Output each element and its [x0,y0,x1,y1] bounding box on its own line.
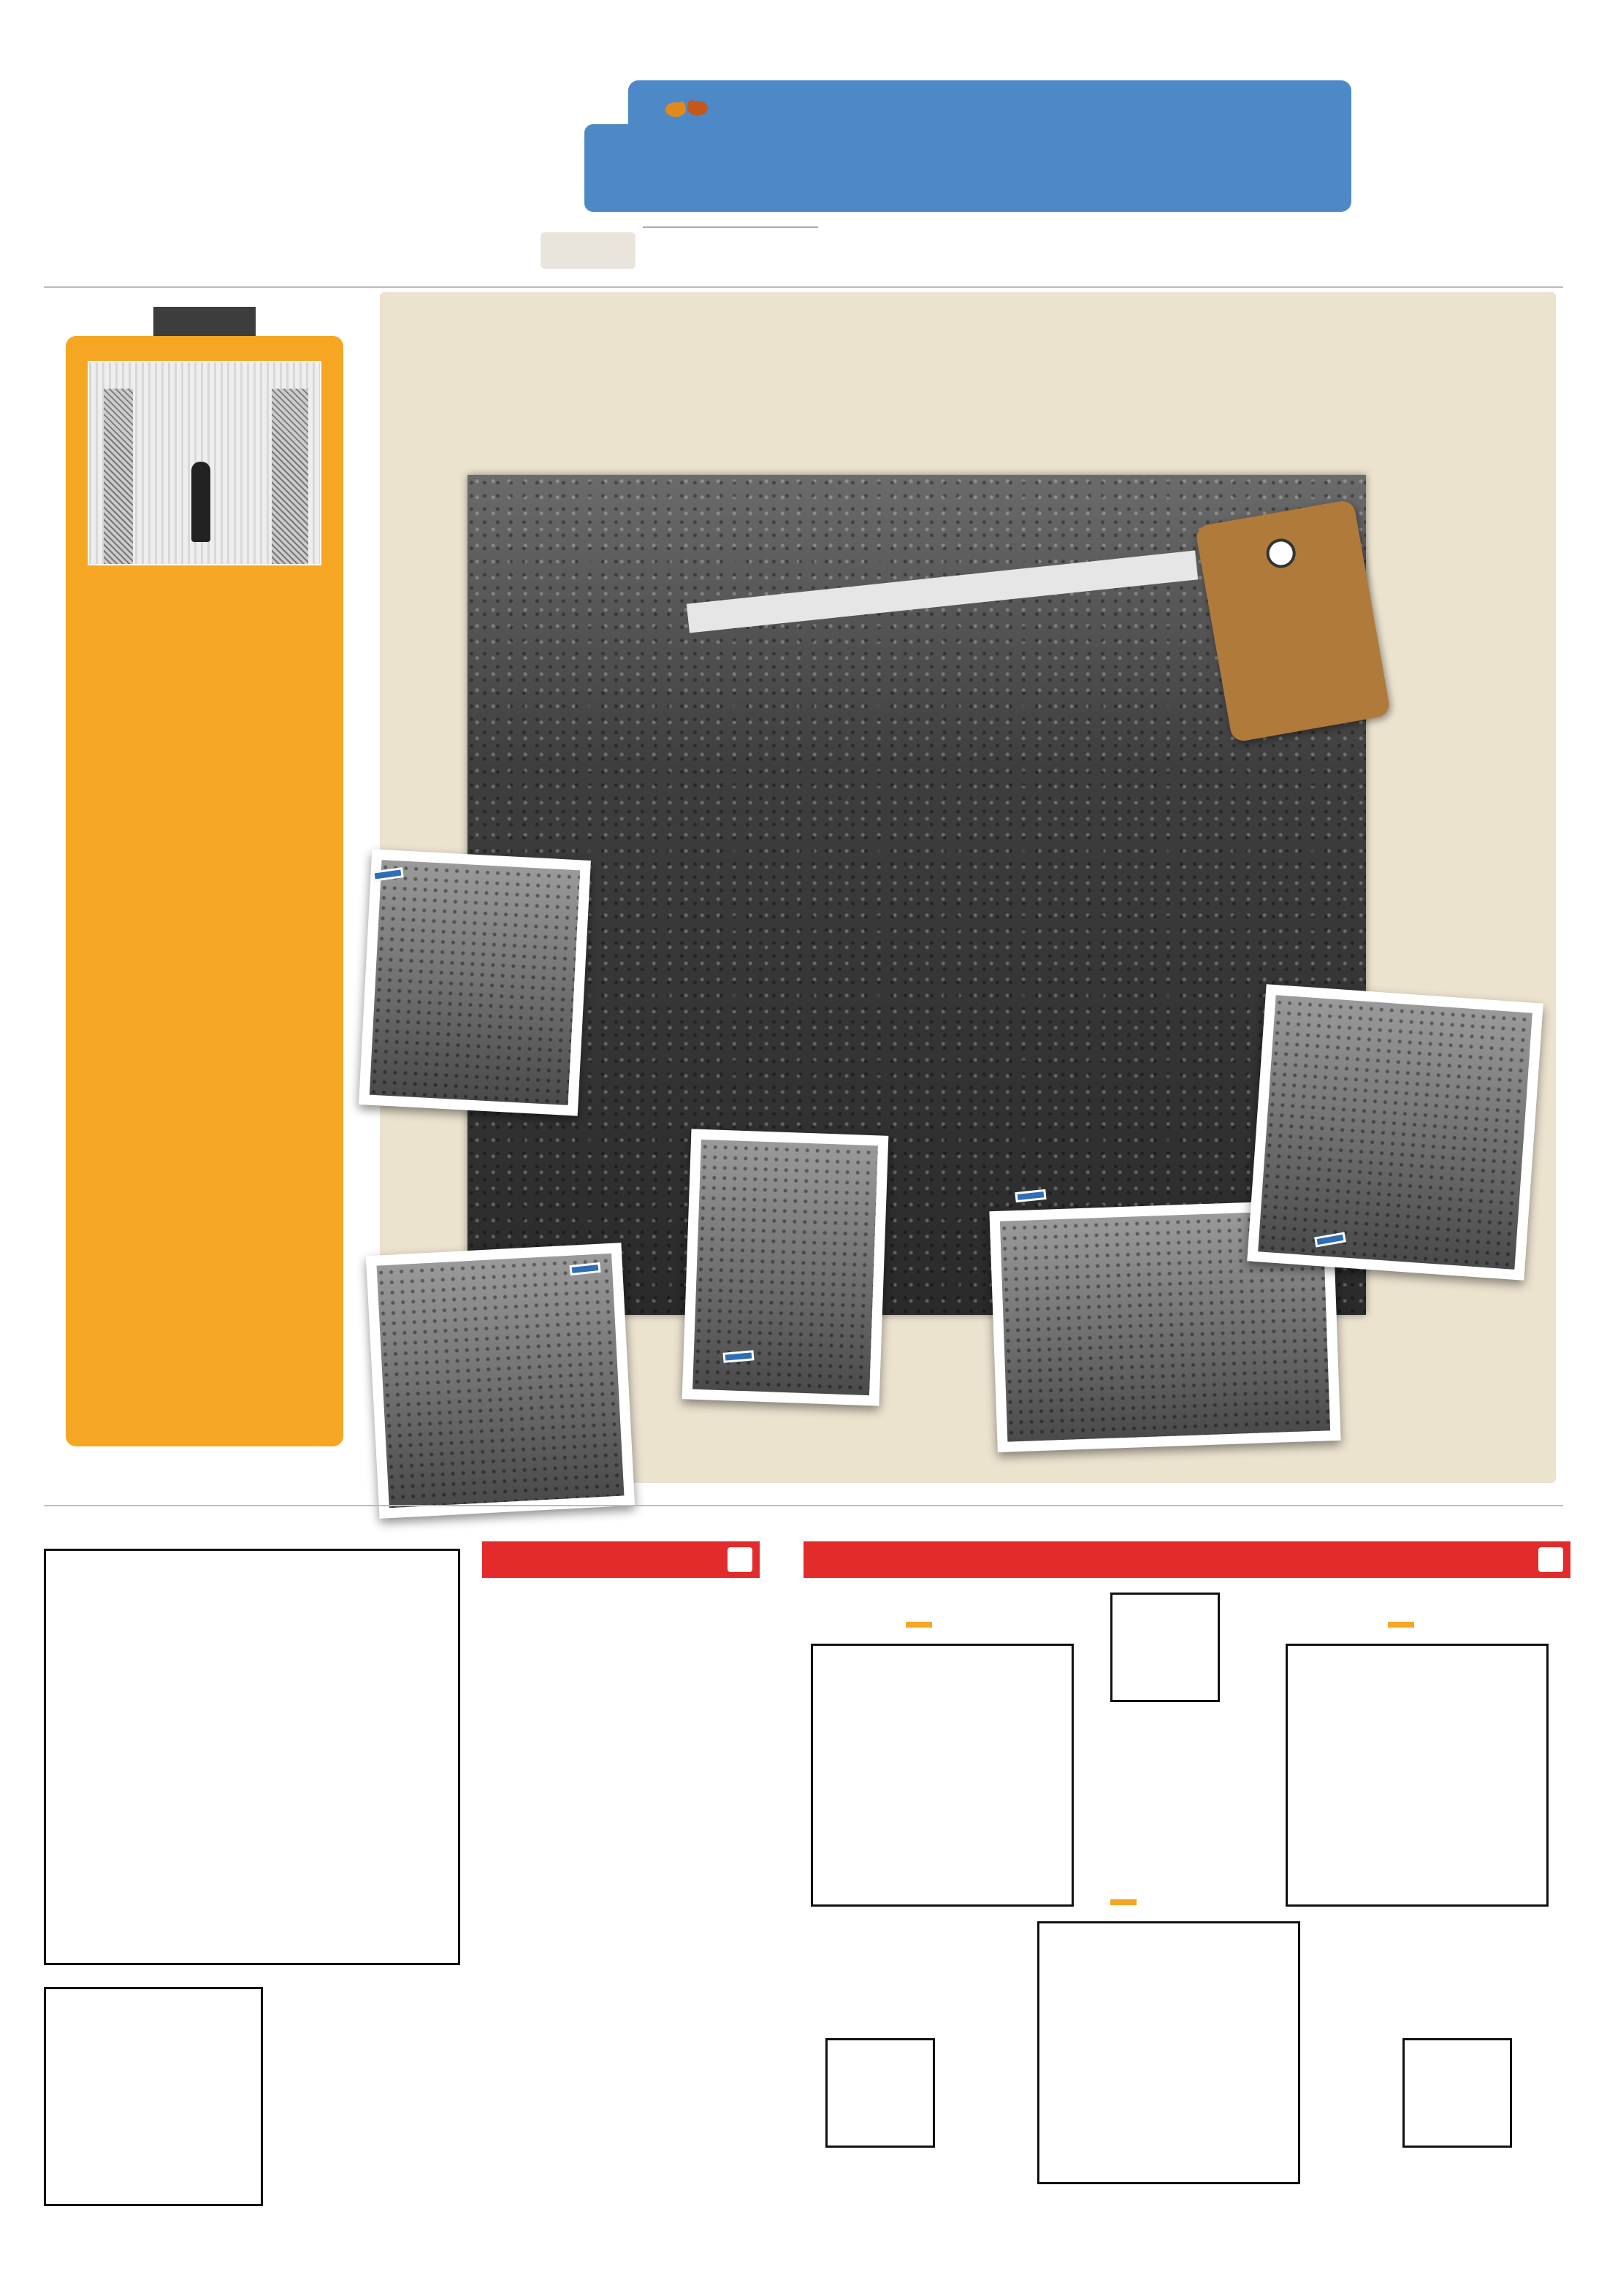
sudoku-answer-grid [825,2038,935,2148]
level-easy [1388,1622,1414,1628]
person-silhouette [191,462,210,542]
masthead-divider [44,286,1563,288]
tag-hole [1264,536,1298,570]
sudoku-header [804,1541,1570,1578]
newspaper-logo [628,80,1351,212]
bird-icon [657,88,716,124]
photo-mashhad [1247,984,1543,1281]
photo-image [1258,995,1532,1270]
crossword-header [482,1541,760,1578]
section-divider [44,1505,1563,1506]
previous-answer-label [267,1987,284,2206]
masthead [0,0,1607,281]
crossword-grid[interactable] [44,1549,460,1965]
mekth-box [66,336,343,1446]
poem-box [584,124,730,212]
previous-answer-grid [44,1987,263,2206]
photo-image [377,1254,625,1508]
photo-image [370,860,580,1105]
tree-shape [272,389,308,564]
crossword-row-numbers [462,1549,484,1965]
feature-section [380,292,1556,1483]
edit-icon [728,1547,752,1572]
page-label [541,232,635,269]
photo-isfahan [682,1129,889,1406]
crossword-section [482,1541,760,1578]
photo-image [692,1140,878,1395]
sudoku-answer-grid [1402,2038,1512,2148]
web-links [643,226,818,228]
sudoku-medium-grid[interactable] [1037,1921,1300,2184]
sudoku-easy-grid[interactable] [1286,1644,1549,1907]
edit-icon [1538,1547,1563,1572]
sudoku-answer-grid [1110,1593,1220,1702]
level-medium [1110,1899,1137,1905]
sudoku-section [804,1541,1570,1578]
level-hard [906,1622,932,1628]
tree-shape [104,389,133,564]
sudoku-hard-grid[interactable] [811,1644,1074,1907]
mekth-tab [153,307,256,336]
protest-banner [687,551,1198,633]
photo-sanandaj [359,849,591,1115]
snow-photo [88,361,321,565]
mekth-column [44,307,351,1446]
photo-marand [366,1243,635,1519]
